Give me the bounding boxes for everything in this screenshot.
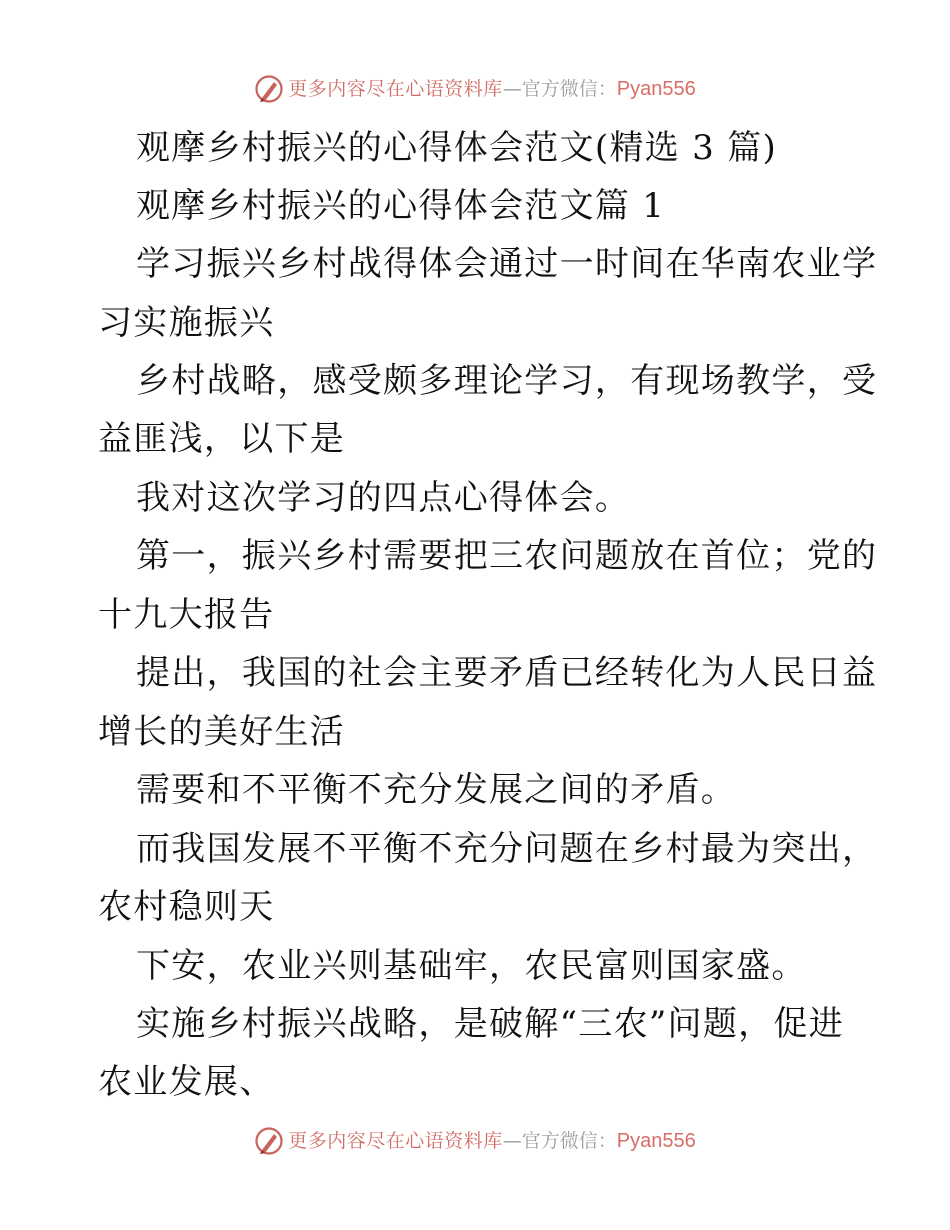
paragraph-line: 我对这次学习的四点心得体会。 [136, 478, 631, 518]
paragraph-line: 下安，农业兴则基础牢，农民富则国家盛。 [136, 946, 807, 986]
paragraph-line: 而我国发展不平衡不充分问题在乡村最为突出， [136, 829, 878, 869]
watermark-dash: — [502, 1129, 522, 1152]
paragraph-line: 农村稳则天 [98, 887, 275, 927]
watermark-id: Pyan556 [616, 78, 696, 100]
paragraph-line: 农业发展、 [98, 1062, 275, 1102]
paragraph-line: 学习振兴乡村战得体会通过一时间在华南农业学 [136, 244, 878, 284]
pen-logo-icon [254, 1126, 284, 1156]
footer-watermark [0, 1126, 950, 1156]
paragraph-line: 需要和不平衡不充分发展之间的矛盾。 [136, 770, 737, 810]
watermark-label: 官方微信： [521, 1129, 617, 1152]
section-heading: 观摩乡村振兴的心得体会范文篇 1 [136, 186, 666, 226]
paragraph-line: 习实施振兴 [98, 303, 275, 343]
header-watermark [0, 74, 950, 104]
paragraph-line: 增长的美好生活 [98, 712, 346, 752]
paragraph-line: 提出，我国的社会主要矛盾已经转化为人民日益 [136, 653, 878, 693]
paragraph-line: 益匪浅，以下是 [98, 419, 346, 459]
paragraph-line: 十九大报告 [98, 595, 275, 635]
paragraph-line: 第一，振兴乡村需要把三农问题放在首位；党的 [136, 536, 878, 576]
paragraph-line: 实施乡村振兴战略，是破解“三农”问题，促进 [136, 1004, 845, 1044]
watermark-label: 官方微信： [521, 77, 617, 100]
paragraph-line: 乡村战略，感受颇多理论学习，有现场教学，受 [136, 361, 878, 401]
watermark-dash: — [502, 77, 522, 100]
watermark-brand: 更多内容尽在心语资料库 [288, 1129, 503, 1152]
document-title: 观摩乡村振兴的心得体会范文(精选 3 篇) [136, 128, 778, 168]
pen-logo-icon [254, 74, 284, 104]
watermark-id: Pyan556 [616, 1130, 696, 1152]
watermark-brand: 更多内容尽在心语资料库 [288, 77, 503, 100]
